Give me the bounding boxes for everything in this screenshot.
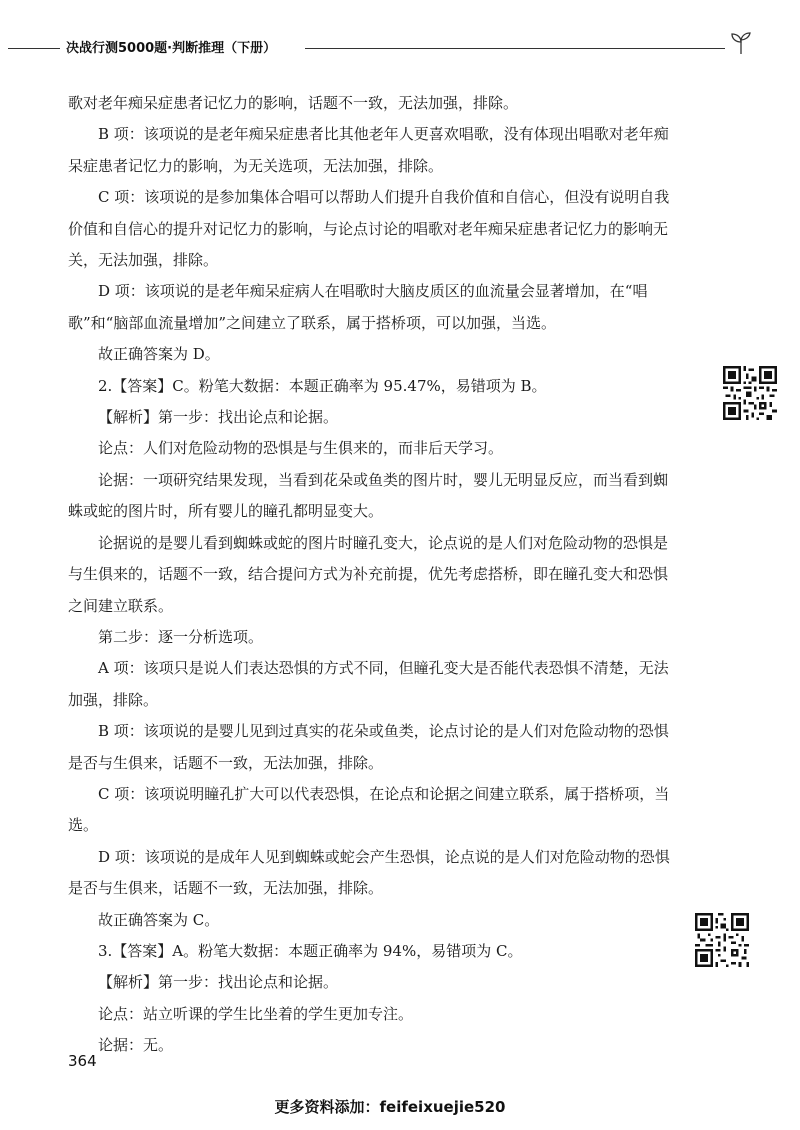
evidence: 论据：一项研究结果发现，当看到花朵或鱼类的图片时，婴儿无明显反应，而当看到蜘蛛或蛇的图片时，所有婴儿的瞳孔都明显变大。 [68,470,669,521]
paragraph-continuation: 歌对老年痴呆症患者记忆力的影响，话题不一致，无法加强，排除。 [68,94,519,112]
option-d-analysis: D 项：该项说的是老年痴呆症病人在唱歌时大脑皮质区的血流量会显著增加，在“唱歌”和“脑部血流量增加”之间建立了联系，属于搭桥项，可以加强，当选。 [68,282,648,332]
evidence: 论据：无。 [98,1036,174,1055]
thesis: 论点：人们对危险动物的恐惧是与生俱来的，而非后天学习。 [98,439,504,458]
question-2-answer: 2.【答案】C。粉笔大数据：本题正确率为 95.47%，易错项为 B。 [98,376,547,395]
option-a-analysis: A 项：该项只是说人们表达恐惧的方式不同，但瞳孔变大是否能代表恐惧不清楚，无法加强，排除。 [68,659,669,709]
footer-contact: feifeixuejie520 [379,1098,506,1116]
option-b-analysis: B 项：该项说的是老年痴呆症患者比其他老年人更喜欢唱歌，没有体现出唱歌对老年痴呆症患者记忆力的影响，为无关选项，无法加强，排除。 [68,125,669,175]
page-number: 364 [68,1052,97,1070]
sprout-icon [728,30,754,56]
qr-code-question-3-icon[interactable] [695,913,749,967]
option-b-analysis: B 项：该项说的是婴儿见到过真实的花朵或鱼类，论点讨论的是人们对危险动物的恐惧是否与生俱来，话题不一致，无法加强，排除。 [68,722,669,772]
book-title: 决战行测5000题·判断推理（下册） [66,41,277,56]
qr-code-question-2-icon[interactable] [723,366,777,420]
question-3-answer: 3.【答案】A。粉笔大数据：本题正确率为 94%，易错项为 C。 [98,941,523,960]
running-header [0,30,800,60]
question-3-analysis-heading: 【解析】第一步：找出论点和论据。 [98,973,339,992]
thesis: 论点：站立听课的学生比坐着的学生更加专注。 [98,1004,414,1023]
reasoning: 论据说的是婴儿看到蜘蛛或蛇的图片时瞳孔变大，论点说的是人们对危险动物的恐惧是与生俱来的，话题不一致，结合提问方式为补充前提，优先考虑搭桥，即在瞳孔变大和恐惧之间建立联系。 [68,533,669,615]
header-rule-right [305,48,725,49]
option-c-analysis: C 项：该项说明瞳孔扩大可以代表恐惧，在论点和论据之间建立联系，属于搭桥项，当选。 [68,784,670,835]
footer-label: 更多资料添加： [274,1098,380,1116]
answer-conclusion: 故正确答案为 C。 [98,910,220,929]
header-rule-left [8,48,60,49]
page-body [68,88,678,1062]
footer-watermark [0,1096,800,1117]
option-c-analysis: C 项：该项说的是参加集体合唱可以帮助人们提升自我价值和自信心，但没有说明自我价值和自信心的提升对记忆力的影响，与论点讨论的唱歌对老年痴呆症患者记忆力的影响无关，无法加强，排除。 [68,188,670,270]
answer-conclusion: 故正确答案为 D。 [98,345,220,364]
step-two-heading: 第二步：逐一分析选项。 [98,627,264,646]
option-d-analysis: D 项：该项说的是成年人见到蜘蛛或蛇会产生恐惧，论点说的是人们对危险动物的恐惧是否与生俱来，话题不一致，无法加强，排除。 [68,847,670,898]
question-2-analysis-heading: 【解析】第一步：找出论点和论据。 [98,408,339,427]
